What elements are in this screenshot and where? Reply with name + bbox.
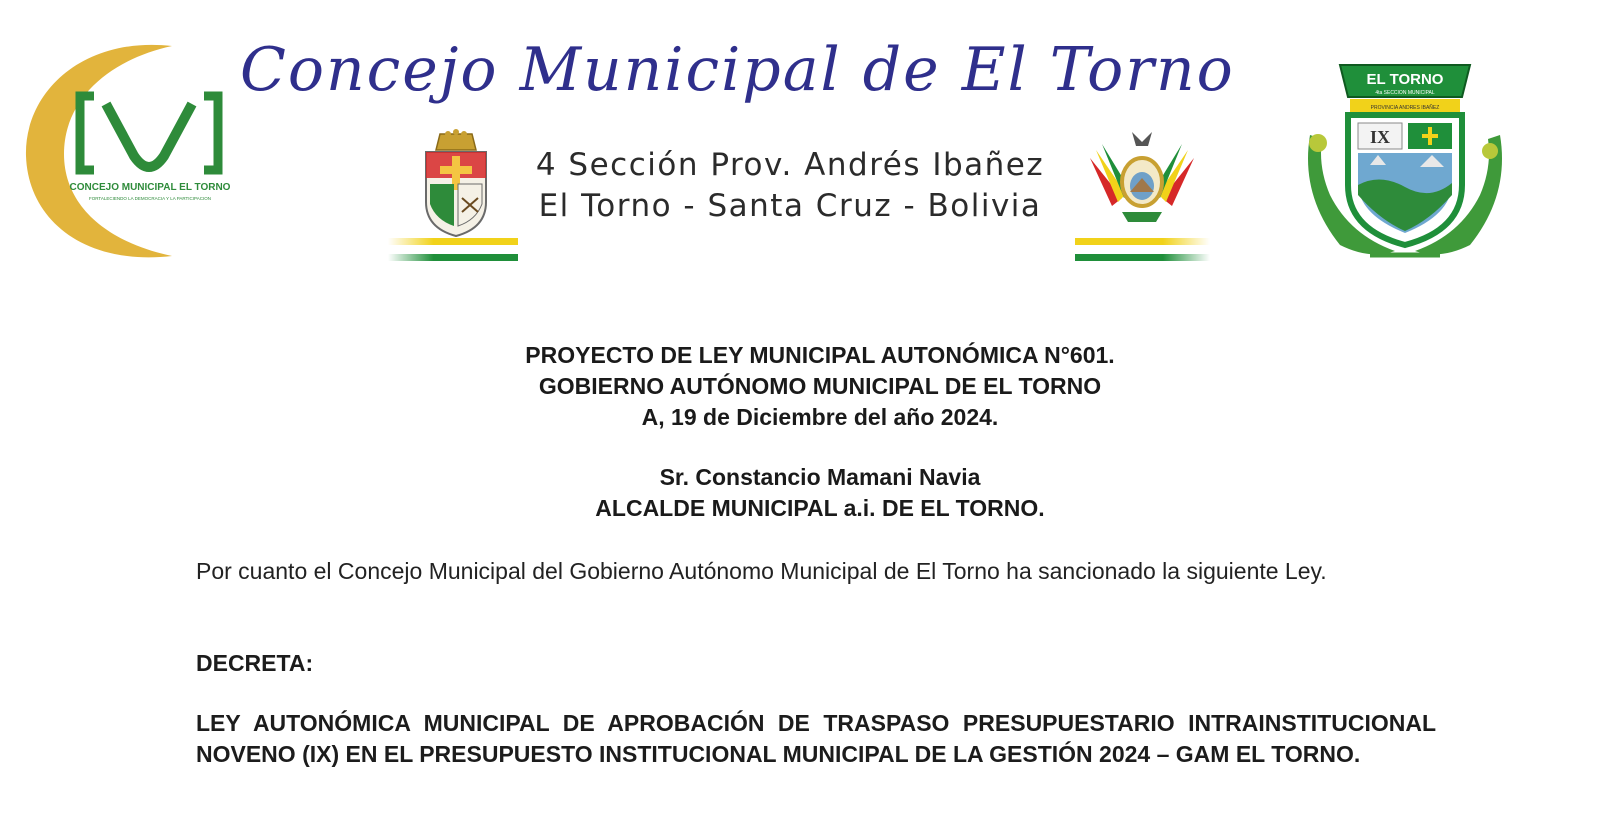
decree-heading: DECRETA: — [196, 650, 314, 676]
bolivia-coat-of-arms-icon — [1082, 128, 1202, 228]
recipient-title: ALCALDE MUNICIPAL a.i. DE EL TORNO. — [595, 495, 1045, 521]
recipient-block — [300, 462, 1340, 524]
crest-text: EL TORNO — [1366, 71, 1444, 88]
law-title: LEY AUTONÓMICA MUNICIPAL DE APROBACIÓN DE TRASPASO PRESUPUESTARIO INTRAINSTITUCIONAL NOVENO (IX) EN EL PRESUPUESTO INSTITUCIONAL MUNICIPAL DE LA GESTIÓN 2024 – GAM EL TORNO. — [196, 710, 1436, 767]
flag-stripes-right — [1075, 236, 1210, 268]
council-logo — [22, 38, 237, 266]
government-name: GOBIERNO AUTÓNOMO MUNICIPAL DE EL TORNO — [538, 373, 1102, 399]
project-heading — [300, 340, 1340, 433]
council-logo-text: CONCEJO MUNICIPAL EL TORNO — [69, 182, 231, 193]
recipient-name: Sr. Constancio Mamani Navia — [659, 464, 981, 490]
crest-subtext: 4ta SECCION MUNICIPAL — [1375, 90, 1435, 96]
flag-stripes-left — [388, 236, 518, 268]
council-title: Concejo Municipal de El Torno — [240, 35, 1235, 105]
project-title: PROYECTO DE LEY MUNICIPAL AUTONÓMICA N°601. — [525, 342, 1115, 368]
municipal-coat-of-arms-icon — [418, 128, 494, 238]
location-line-2: El Torno - Santa Cruz - Bolivia — [538, 188, 1042, 224]
location-line-1: 4 Sección Prov. Andrés Ibañez — [535, 147, 1045, 183]
el-torno-crest — [1300, 55, 1510, 265]
council-logo-subtext: FORTALECIENDO LA DEMOCRACIA Y LA PARTICIPACION — [89, 196, 211, 201]
crest-province: PROVINCIA ANDRES IBAÑEZ — [1370, 105, 1440, 111]
intro-paragraph: Por cuanto el Concejo Municipal del Gobierno Autónomo Municipal de El Torno ha sancionado la siguiente Ley. — [196, 558, 1327, 584]
date-line: A, 19 de Diciembre del año 2024. — [641, 404, 999, 430]
crest-roman-numeral: IX — [1369, 127, 1391, 147]
